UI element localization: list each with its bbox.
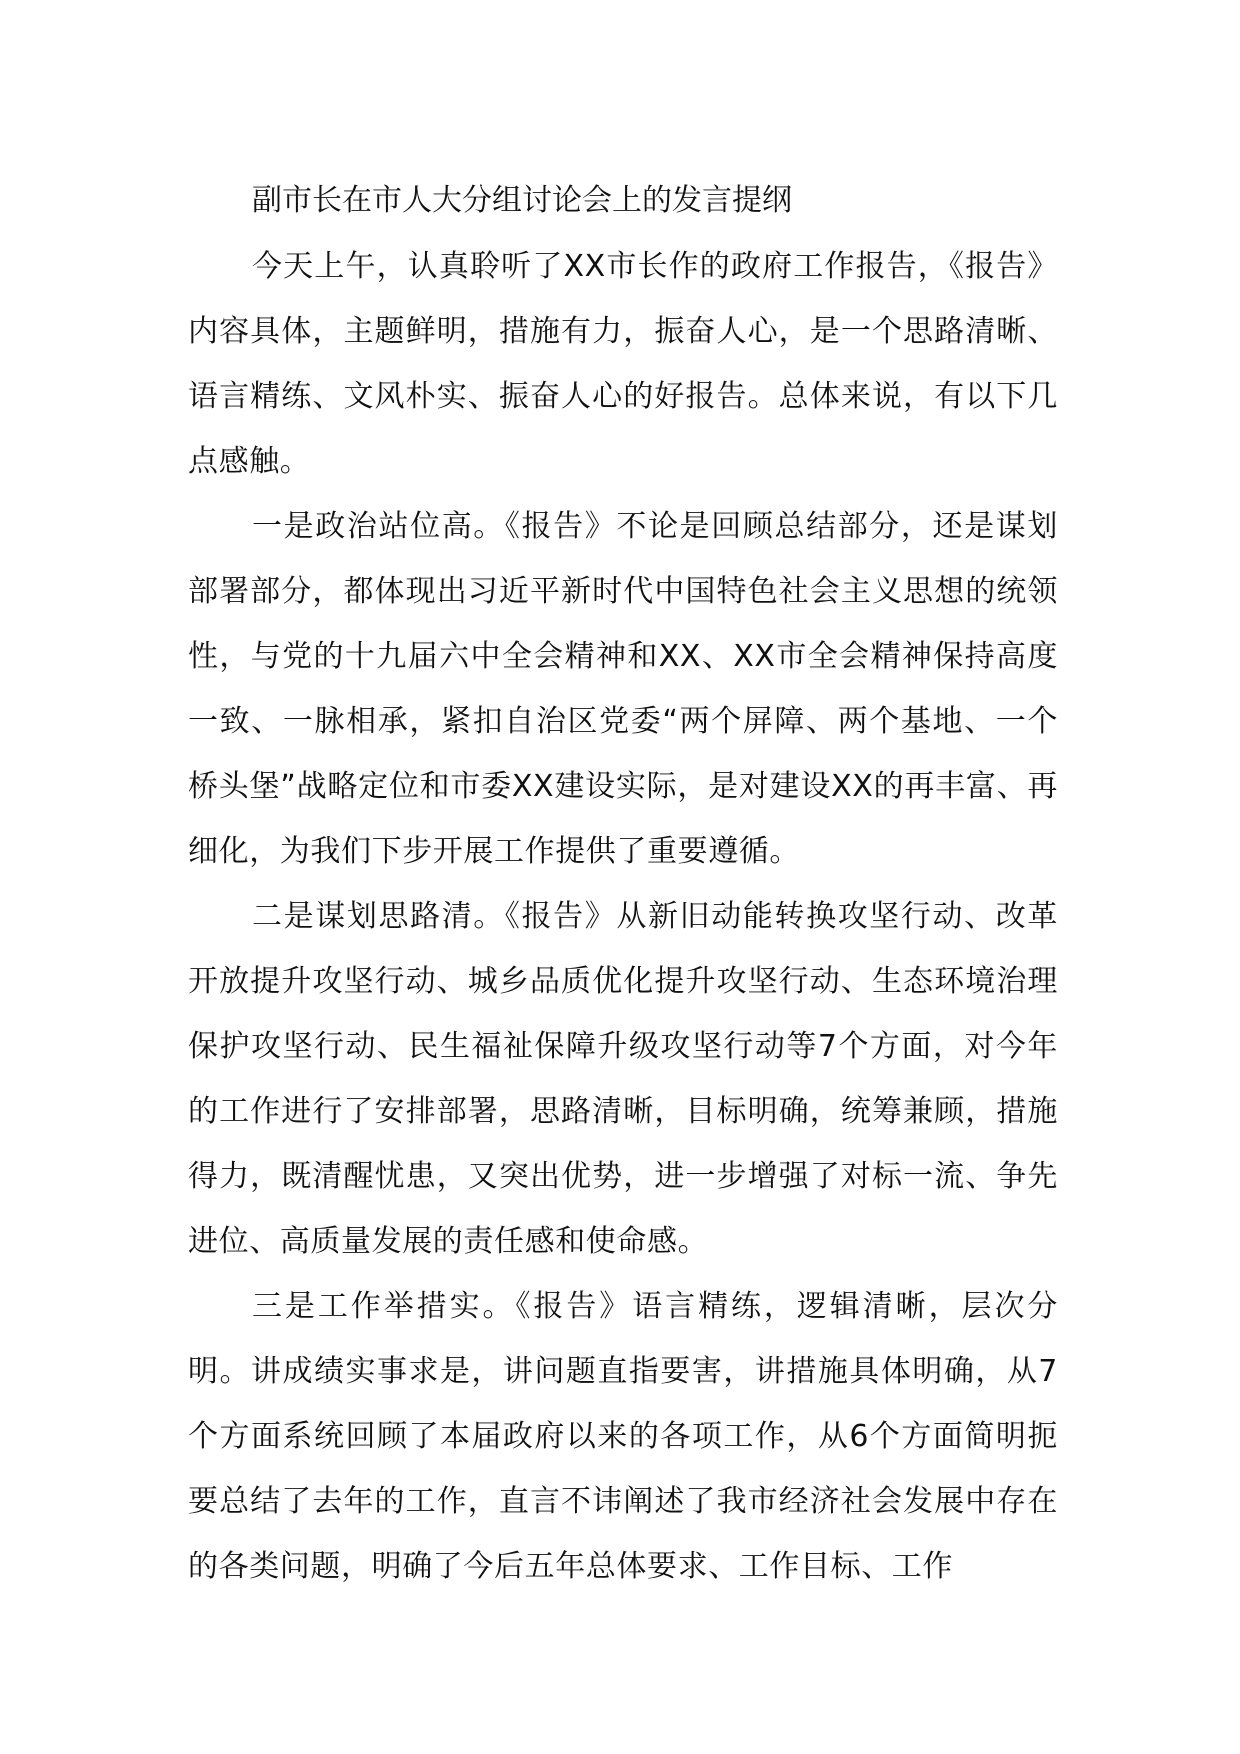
paragraph-intro: 今天上午，认真聆听了XX市长作的政府工作报告，《报告》内容具体，主题鲜明，措施有力，振奋人心，是一个思路清晰、语言精练、文风朴实、振奋人心的好报告。总体来说，有以下几点感触。	[188, 249, 1058, 479]
document-title: 副市长在市人大分组讨论会上的发言提纲	[252, 183, 792, 218]
paragraph-point-one: 一是政治站位高。《报告》不论是回顾总结部分，还是谋划部署部分，都体现出习近平新时代中国特色社会主义思想的统领性，与党的十九届六中全会精神和XX、XX市全会精神保持高度一致、一脉相承，紧扣自治区党委“两个屏障、两个基地、一个桥头堡”战略定位和市委XX建设实际，是对建设XX的再丰富、再细化，为我们下步开展工作提供了重要遵循。	[188, 509, 1058, 869]
paragraph-point-three: 三是工作举措实。《报告》语言精练，逻辑清晰，层次分明。讲成绩实事求是，讲问题直指要害，讲措施具体明确，从7个方面系统回顾了本届政府以来的各项工作，从6个方面简明扼要总结了去年的工作，直言不讳阐述了我市经济社会发展中存在的各类问题，明确了今后五年总体要求、工作目标、工作	[188, 1289, 1058, 1584]
document-body	[188, 168, 1058, 1599]
paragraph-point-two: 二是谋划思路清。《报告》从新旧动能转换攻坚行动、改革开放提升攻坚行动、城乡品质优化提升攻坚行动、生态环境治理保护攻坚行动、民生福祉保障升级攻坚行动等7个方面，对今年的工作进行了安排部署，思路清晰，目标明确，统筹兼顾，措施得力，既清醒忧患，又突出优势，进一步增强了对标一流、争先进位、高质量发展的责任感和使命感。	[188, 899, 1058, 1259]
